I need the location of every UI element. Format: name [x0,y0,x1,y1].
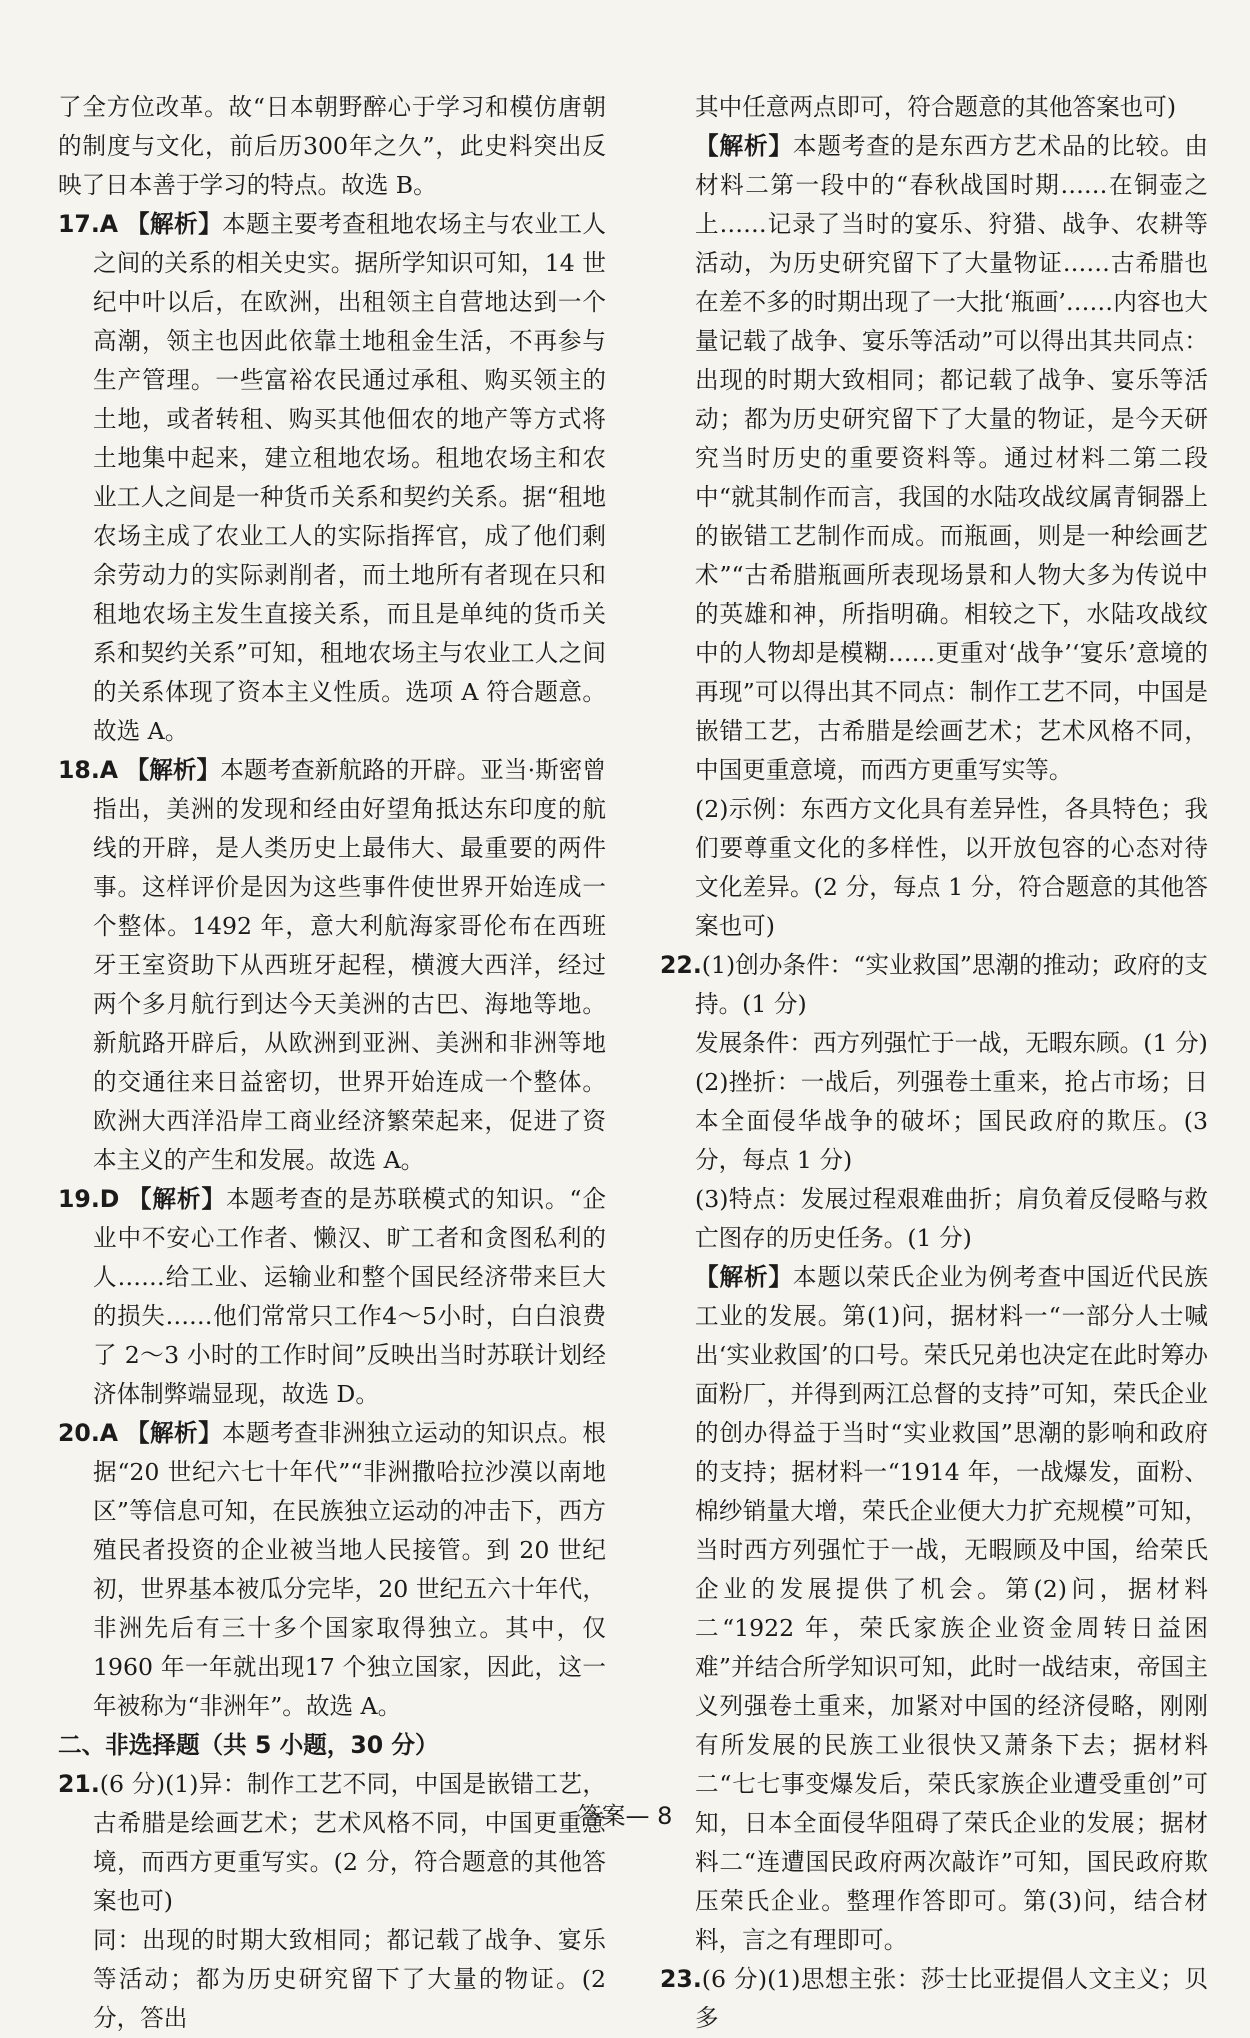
q20-analysis-tag: 【解析】 [126,1419,223,1447]
q17-text: 本题主要考查租地农场主与农业工人之间的关系的相关史实。据所学知识可知，14 世纪中叶以后，在欧洲，出租领主自营地达到一个高潮，领主也因此依靠土地租金生活，不再参与生产管理。一些富裕农民通过承租、购买领主的土地，或者转租、购买其他佃农的地产等方式将土地集中起来，建立租地农场。租地农场主和农业工人之间是一种货币关系和契约关系。据“租地农场主成了农业工人的实际指挥官，成了他们剩余劳动力的实际剥削者，而土地所有者现在只和租地农场主发生直接关系，而且是单纯的货币关系和契约关系”可知，租地农场主与农业工人之间的关系体现了资本主义性质。选项 A 符合题意。故选 A。 [93,210,607,745]
q21-part2: 同：出现的时期大致相同；都记载了战争、宴乐等活动；都为历史研究留下了大量的物证。(2 分，答出 [93,1926,606,2032]
q19-analysis-tag: 【解析】 [127,1185,226,1213]
q18-analysis-tag: 【解析】 [125,756,221,784]
q23-text: (6 分)(1)思想主张：莎士比亚提倡人文主义；贝多 [695,1965,1208,2032]
q18-answer: A [99,756,119,784]
q19-text: 本题考查的是苏联模式的知识。“企业中不安心工作者、懒汉、旷工者和贪图私利的人……给工业、运输业和整个国民经济带来巨大的损失……他们常常只工作4～5小时，白白浪费了 2～3 小时的工作时间”反映出当时苏联计划经济体制弊端显现，故选 D。 [93,1185,607,1408]
q22-analysis-text: 本题以荣氏企业为例考查中国近代民族工业的发展。第(1)问，据材料一“一部分人士喊出‘实业救国’的口号。荣氏兄弟也决定在此时筹办面粉厂，并得到两江总督的支持”可知，荣氏企业的创办得益于当时“实业救国”思潮的影响和政府的支持；据材料一“1914 年，一战爆发，面粉、棉纱销量大增，荣氏企业便大力扩充规模”可知，当时西方列强忙于一战，无暇顾及中国，给荣氏企业的发展提供了机会。第(2)问，据材料二“1922 年，荣氏家族企业资金周转日益困难”并结合所学知识可知，此时一战结束，帝国主义列强卷土重来，加紧对中国的经济侵略，刚刚有所发展的民族工业很快又萧条下去；据材料二“七七事变爆发后，荣氏家族企业遭受重创”可知，日本全面侵华阻碍了荣氏企业的发展；据材料二“连遭国民政府两次敲诈”可知，国民政府欺压荣氏企业。整理作答即可。第(3)问，结合材料，言之有理即可。 [695,1263,1209,1954]
q19-number: 19. [58,1185,100,1213]
q18-text: 本题考查新航路的开辟。亚当·斯密曾指出，美洲的发现和经由好望角抵达东印度的航线的开辟，是人类历史上最伟大、最重要的两件事。这样评价是因为这些事件使世界开始连成一个整体。1492 年，意大利航海家哥伦布在西班牙王室资助下从西班牙起程，横渡大西洋，经过两个多月航行到达今天美洲的古巴、海地等地。新航路开辟后，从欧洲到亚洲、美洲和非洲等地的交通往来日益密切，世界开始连成一个整体。欧洲大西洋沿岸工商业经济繁荣起来，促进了资本主义的产生和发展。故选 A。 [93,756,607,1174]
q22-number: 22. [660,951,702,979]
q23-item [660,1960,1208,2038]
q19-answer: D [99,1185,120,1213]
page-footer: 答案— 8 [577,1802,673,1830]
q22-item [660,946,1208,1024]
q21-continuation: 其中任意两点即可，符合题意的其他答案也可) [695,93,1177,121]
q22-analysis-tag: 【解析】 [695,1263,793,1291]
right-column [660,88,1208,2038]
q18-item [58,751,606,1180]
q21-item [58,1765,606,1921]
q21-number: 21. [58,1770,100,1798]
q21-analysis-tag: 【解析】 [695,132,793,160]
q16-continuation: 了全方位改革。故“日本朝野醉心于学习和模仿唐朝的制度与文化，前后历300年之久”，此史料突出反映了日本善于学习的特点。故选 B。 [58,93,606,199]
q21-part1: (6 分)(1)异：制作工艺不同，中国是嵌错工艺，古希腊是绘画艺术；艺术风格不同，中国更重意境，而西方更重写实。(2 分，符合题意的其他答案也可) [93,1770,606,1915]
q17-item [58,205,606,751]
q20-answer: A [99,1419,119,1447]
left-column [58,88,606,2038]
q21-part3: (2)示例：东西方文化具有差异性，各具特色；我们要尊重文化的多样性，以开放包容的心态对待文化差异。(2 分，每点 1 分，符合题意的其他答案也可) [695,795,1208,940]
q22-line1: (1)创办条件：“实业救国”思潮的推动；政府的支持。(1 分) [695,951,1208,1018]
q21-analysis [660,127,1208,790]
q22-analysis [660,1258,1208,1960]
q22-line4: (3)特点：发展过程艰难曲折；肩负着反侵略与救亡图存的历史任务。(1 分) [695,1185,1208,1252]
q17-answer: A [99,210,119,238]
section-title: 二、非选择题（共 5 小题，30 分） [58,1731,439,1759]
q21-analysis-text: 本题考查的是东西方艺术品的比较。由材料二第一段中的“春秋战国时期……在铜壶之上……记录了当时的宴乐、狩猎、战争、农耕等活动，为历史研究留下了大量物证……古希腊也在差不多的时期出现了一大批‘瓶画’……内容也大量记载了战争、宴乐等活动”可以得出其共同点：出现的时期大致相同；都记载了战争、宴乐等活动；都为历史研究留下了大量的物证，是今天研究当时历史的重要资料等。通过材料二第二段中“就其制作而言，我国的水陆攻战纹属青铜器上的嵌错工艺制作而成。而瓶画，则是一种绘画艺术”“古希腊瓶画所表现场景和人物大多为传说中的英雄和神，所指明确。相较之下，水陆攻战纹中的人物却是模糊……更重对‘战争’‘宴乐’意境的再现”可以得出其不同点：制作工艺不同，中国是嵌错工艺，古希腊是绘画艺术；艺术风格不同，中国更重意境，而西方更重写实等。 [695,132,1209,784]
q19-item [58,1180,606,1414]
q22-line3: (2)挫折：一战后，列强卷土重来，抢占市场；日本全面侵华战争的破坏；国民政府的欺压。(3 分，每点 1 分) [695,1068,1208,1174]
q17-number: 17. [58,210,100,238]
q20-text: 本题考查非洲独立运动的知识点。根据“20 世纪六七十年代”“非洲撒哈拉沙漠以南地区”等信息可知，在民族独立运动的冲击下，西方殖民者投资的企业被当地人民接管。到 20 世纪初，世界基本被瓜分完毕，20 世纪五六十年代，非洲先后有三十多个国家取得独立。其中，仅 1960 年一年就出现17 个独立国家，因此，这一年被称为“非洲年”。故选 A。 [93,1419,607,1720]
q18-number: 18. [58,756,100,784]
q23-number: 23. [660,1965,702,1993]
q22-line2: 发展条件：西方列强忙于一战，无暇东顾。(1 分) [695,1029,1208,1057]
q20-number: 20. [58,1419,100,1447]
q20-item [58,1414,606,1726]
q17-analysis-tag: 【解析】 [126,210,223,238]
